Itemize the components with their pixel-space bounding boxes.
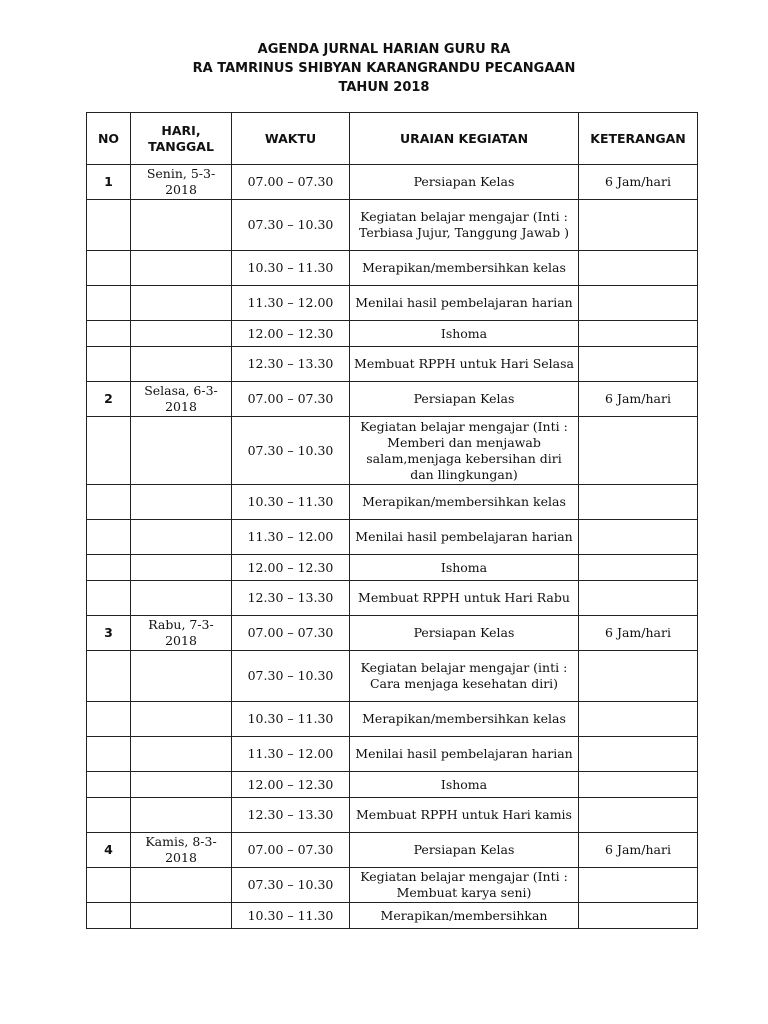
table-row — [87, 833, 698, 868]
table-row — [87, 200, 698, 251]
time-cell: 12.00 – 12.30 — [232, 555, 350, 581]
time-cell: 11.30 – 12.00 — [232, 737, 350, 772]
table-row — [87, 737, 698, 772]
row-number-cell — [87, 702, 131, 737]
note-cell — [579, 200, 698, 251]
day-date-cell — [131, 868, 232, 903]
time-cell: 12.30 – 13.30 — [232, 581, 350, 616]
agenda-body — [87, 165, 698, 929]
activity-cell: Persiapan Kelas — [350, 382, 579, 417]
time-cell: 10.30 – 11.30 — [232, 251, 350, 286]
table-row — [87, 251, 698, 286]
day-date-cell: Kamis, 8-3-2018 — [131, 833, 232, 868]
day-date-cell: Selasa, 6-3-2018 — [131, 382, 232, 417]
time-cell: 12.00 – 12.30 — [232, 321, 350, 347]
day-date-cell — [131, 200, 232, 251]
time-cell: 12.30 – 13.30 — [232, 798, 350, 833]
activity-cell: Ishoma — [350, 321, 579, 347]
table-header-row — [87, 113, 698, 165]
note-cell — [579, 347, 698, 382]
table-row — [87, 555, 698, 581]
activity-cell: Persiapan Kelas — [350, 165, 579, 200]
activity-cell: Kegiatan belajar mengajar (Inti : Terbiasa Jujur, Tanggung Jawab ) — [350, 200, 579, 251]
table-row — [87, 581, 698, 616]
table-row — [87, 798, 698, 833]
note-cell: 6 Jam/hari — [579, 616, 698, 651]
day-date-cell — [131, 485, 232, 520]
note-cell — [579, 251, 698, 286]
note-cell — [579, 702, 698, 737]
row-number-cell: 4 — [87, 833, 131, 868]
time-cell: 10.30 – 11.30 — [232, 702, 350, 737]
row-number-cell — [87, 903, 131, 929]
document-title: AGENDA JURNAL HARIAN GURU RA — [257, 42, 511, 57]
table-row — [87, 702, 698, 737]
day-date-cell — [131, 417, 232, 485]
note-cell: 6 Jam/hari — [579, 382, 698, 417]
day-date-cell — [131, 903, 232, 929]
row-number-cell — [87, 520, 131, 555]
row-number-cell — [87, 286, 131, 321]
activity-cell: Membuat RPPH untuk Hari Rabu — [350, 581, 579, 616]
document-heading — [0, 40, 768, 97]
row-number-cell — [87, 772, 131, 798]
day-date-cell — [131, 555, 232, 581]
time-cell: 07.30 – 10.30 — [232, 417, 350, 485]
table-row — [87, 382, 698, 417]
column-header-activity: URAIAN KEGIATAN — [350, 113, 579, 165]
note-cell — [579, 417, 698, 485]
note-cell: 6 Jam/hari — [579, 165, 698, 200]
note-cell — [579, 555, 698, 581]
note-cell — [579, 286, 698, 321]
time-cell: 07.30 – 10.30 — [232, 200, 350, 251]
activity-cell: Ishoma — [350, 555, 579, 581]
time-cell: 11.30 – 12.00 — [232, 286, 350, 321]
note-cell — [579, 581, 698, 616]
activity-cell: Merapikan/membersihkan kelas — [350, 485, 579, 520]
time-cell: 07.30 – 10.30 — [232, 868, 350, 903]
day-date-cell — [131, 520, 232, 555]
row-number-cell — [87, 347, 131, 382]
note-cell — [579, 485, 698, 520]
row-number-cell: 3 — [87, 616, 131, 651]
note-cell — [579, 651, 698, 702]
time-cell: 07.00 – 07.30 — [232, 382, 350, 417]
row-number-cell — [87, 200, 131, 251]
note-cell — [579, 868, 698, 903]
time-cell: 11.30 – 12.00 — [232, 520, 350, 555]
row-number-cell — [87, 555, 131, 581]
column-header-time: WAKTU — [232, 113, 350, 165]
day-date-cell — [131, 581, 232, 616]
table-row — [87, 616, 698, 651]
table-row — [87, 347, 698, 382]
activity-cell: Ishoma — [350, 772, 579, 798]
column-header-no: NO — [87, 113, 131, 165]
row-number-cell: 2 — [87, 382, 131, 417]
row-number-cell — [87, 868, 131, 903]
row-number-cell — [87, 737, 131, 772]
activity-cell: Persiapan Kelas — [350, 833, 579, 868]
day-date-cell — [131, 347, 232, 382]
time-cell: 07.00 – 07.30 — [232, 165, 350, 200]
activity-cell: Merapikan/membersihkan — [350, 903, 579, 929]
row-number-cell — [87, 251, 131, 286]
table-row — [87, 321, 698, 347]
row-number-cell — [87, 321, 131, 347]
time-cell: 12.30 – 13.30 — [232, 347, 350, 382]
table-row — [87, 868, 698, 903]
row-number-cell — [87, 417, 131, 485]
note-cell — [579, 772, 698, 798]
table-row — [87, 772, 698, 798]
document-year: TAHUN 2018 — [338, 80, 430, 95]
table-row — [87, 165, 698, 200]
day-date-cell: Rabu, 7-3-2018 — [131, 616, 232, 651]
table-row — [87, 485, 698, 520]
day-date-cell — [131, 737, 232, 772]
agenda-table — [86, 112, 698, 929]
day-date-cell — [131, 702, 232, 737]
day-date-cell — [131, 251, 232, 286]
note-cell — [579, 737, 698, 772]
note-cell — [579, 903, 698, 929]
day-date-cell — [131, 321, 232, 347]
time-cell: 07.30 – 10.30 — [232, 651, 350, 702]
activity-cell: Membuat RPPH untuk Hari kamis — [350, 798, 579, 833]
day-date-cell — [131, 651, 232, 702]
day-date-cell: Senin, 5-3-2018 — [131, 165, 232, 200]
note-cell — [579, 798, 698, 833]
time-cell: 10.30 – 11.30 — [232, 485, 350, 520]
activity-cell: Kegiatan belajar mengajar (Inti : Membuat karya seni) — [350, 868, 579, 903]
time-cell: 10.30 – 11.30 — [232, 903, 350, 929]
row-number-cell: 1 — [87, 165, 131, 200]
activity-cell: Menilai hasil pembelajaran harian — [350, 286, 579, 321]
column-header-day: HARI, TANGGAL — [131, 113, 232, 165]
row-number-cell — [87, 651, 131, 702]
table-row — [87, 286, 698, 321]
note-cell: 6 Jam/hari — [579, 833, 698, 868]
table-row — [87, 417, 698, 485]
table-row — [87, 520, 698, 555]
time-cell: 07.00 – 07.30 — [232, 616, 350, 651]
activity-cell: Menilai hasil pembelajaran harian — [350, 520, 579, 555]
row-number-cell — [87, 581, 131, 616]
activity-cell: Kegiatan belajar mengajar (Inti : Memberi dan menjawab salam,menjaga kebersihan diri dan llingkungan) — [350, 417, 579, 485]
time-cell: 07.00 – 07.30 — [232, 833, 350, 868]
activity-cell: Merapikan/membersihkan kelas — [350, 251, 579, 286]
row-number-cell — [87, 485, 131, 520]
activity-cell: Merapikan/membersihkan kelas — [350, 702, 579, 737]
day-date-cell — [131, 798, 232, 833]
day-date-cell — [131, 772, 232, 798]
row-number-cell — [87, 798, 131, 833]
activity-cell: Membuat RPPH untuk Hari Selasa — [350, 347, 579, 382]
activity-cell: Persiapan Kelas — [350, 616, 579, 651]
column-header-note: KETERANGAN — [579, 113, 698, 165]
activity-cell: Kegiatan belajar mengajar (inti : Cara menjaga kesehatan diri) — [350, 651, 579, 702]
school-name: RA TAMRINUS SHIBYAN KARANGRANDU PECANGAAN — [192, 61, 576, 76]
time-cell: 12.00 – 12.30 — [232, 772, 350, 798]
table-row — [87, 651, 698, 702]
day-date-cell — [131, 286, 232, 321]
note-cell — [579, 321, 698, 347]
table-row — [87, 903, 698, 929]
activity-cell: Menilai hasil pembelajaran harian — [350, 737, 579, 772]
note-cell — [579, 520, 698, 555]
